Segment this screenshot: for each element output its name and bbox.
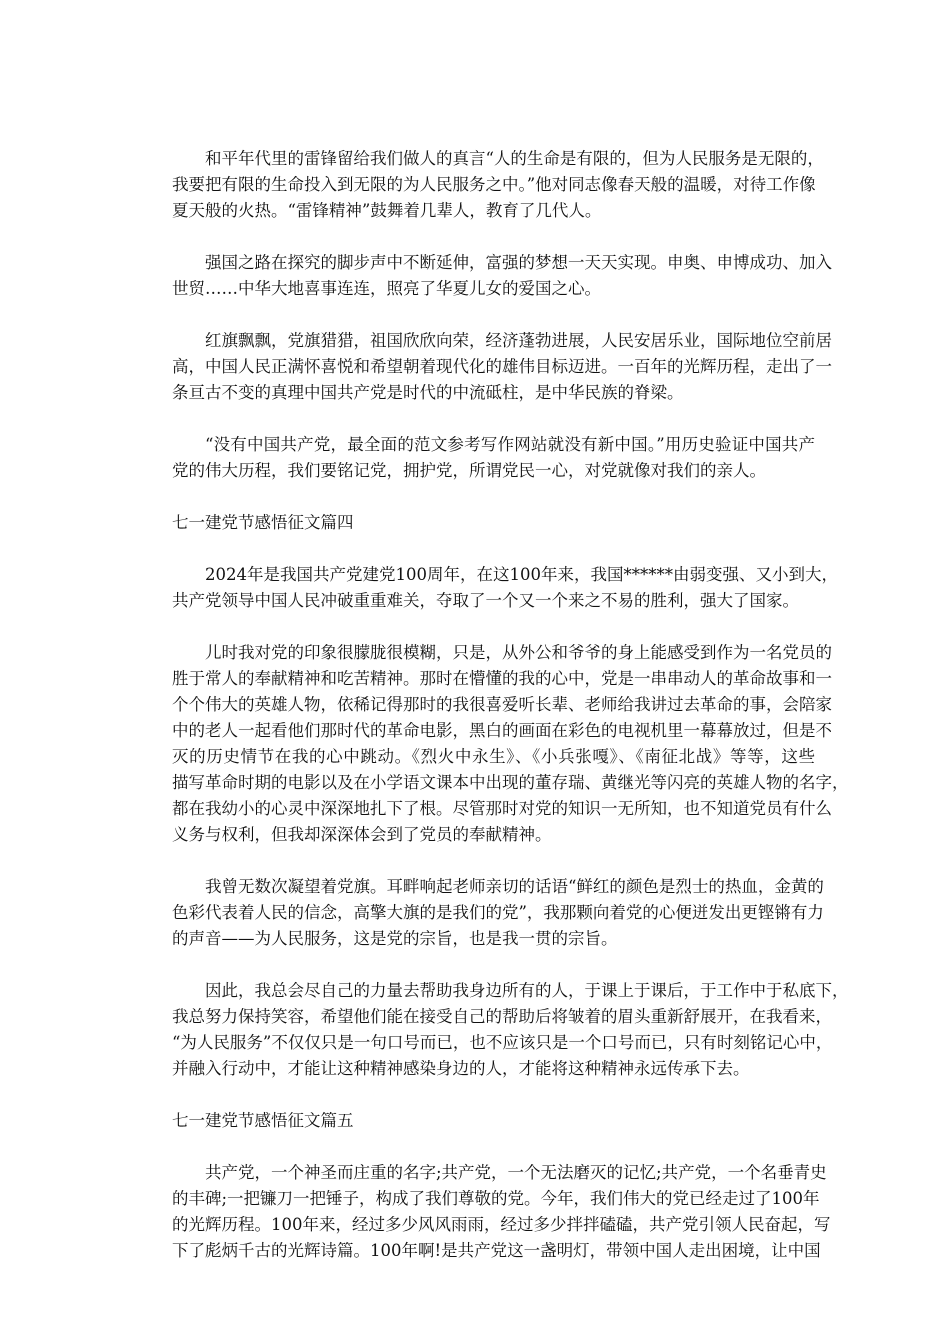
text-line: 我总努力保持笑容，希望他们能在接受自己的帮助后将皱着的眉头重新舒展开，在我看来， [172,1007,832,1026]
paragraph-9 [139,1160,831,1264]
paragraph-6 [139,640,849,848]
text-line: 夏天般的火热。“雷锋精神”鼓舞着几辈人，教育了几代人。 [172,201,602,220]
text-line: 世贸……中华大地喜事连连，照亮了华夏儿女的爱国之心。 [172,279,601,298]
text-line: 都在我幼小的心灵中深深地扎下了根。尽管那时对党的知识一无所知，也不知道党员有什么 [172,799,832,818]
text-line: 描写革命时期的电影以及在小学语文课本中出现的董存瑞、黄继光等闪亮的英雄人物的名字， [172,773,849,792]
paragraph-3 [139,328,832,406]
text-line: 强国之路在探究的脚步声中不断延伸，富强的梦想一天天实现。申奥、申博成功、加入 [205,253,832,272]
text-line: 我要把有限的生命投入到无限的为人民服务之中。”他对同志像春天般的温暖，对待工作像 [172,175,816,194]
paragraph-8 [139,978,849,1082]
text-line: “没有中国共产党，最全面的范文参考写作网站就没有新中国。”用历史验证中国共产 [205,435,815,454]
text-line: 和平年代里的雷锋留给我们做人的真言“人的生命是有限的，但为人民服务是无限的， [205,149,824,168]
text-line: 我曾无数次凝望着党旗。耳畔响起老师亲切的话语“鲜红的颜色是烈士的热血，金黄的 [205,877,824,896]
text-line: 下了彪炳千古的光辉诗篇。100年啊!是共产党这一盏明灯，带领中国人走出困境，让中国 [172,1241,821,1260]
paragraph-1 [139,146,824,224]
text-line: “为人民服务”不仅仅只是一句口号而已，也不应该只是一个口号而已，只有时刻铭记心中， [172,1033,833,1052]
text-line: 高，中国人民正满怀喜悦和希望朝着现代化的雄伟目标迈进。一百年的光辉历程，走出了一 [172,357,832,376]
text-line: 胜于常人的奉献精神和吃苦精神。那时在懵懂的我的心中，党是一串串动人的革命故事和一 [172,669,832,688]
text-line: 因此，我总会尽自己的力量去帮助我身边所有的人，于课上于课后，于工作中于私底下， [205,981,849,1000]
text-line: 条亘古不变的真理中国共产党是时代的中流砥柱，是中华民族的脊梁。 [172,383,684,402]
paragraph-7 [139,874,824,952]
text-line: 共产党领导中国人民冲破重重难关，夺取了一个又一个来之不易的胜利，强大了国家。 [172,591,799,610]
text-line: 个个伟大的英雄人物，依稀记得那时的我很喜爱听长辈、老师给我讲过去革命的事，会陪家 [172,695,832,714]
text-line: 中的老人一起看他们那时代的革命电影，黑白的画面在彩色的电视机里一幕幕放过，但是不 [172,721,832,740]
text-line: 红旗飘飘，党旗猎猎，祖国欣欣向荣，经济蓬勃进展，人民安居乐业，国际地位空前居 [205,331,832,350]
document-page [139,146,849,1290]
text-line: 2024年是我国共产党建党100周年，在这100年来，我国******由弱变强、又小到大， [205,565,838,584]
section-heading: 七一建党节感悟征文篇五 [172,1111,354,1130]
text-line: 的光辉历程。100年来，经过多少风风雨雨，经过多少拌拌磕磕，共产党引领人民奋起，写 [172,1215,831,1234]
paragraph-5 [139,562,838,614]
text-line: 灭的历史情节在我的心中跳动。《烈火中永生》、《小兵张嘎》、《南征北战》等等，这些 [172,747,815,766]
section-heading: 七一建党节感悟征文篇四 [172,513,354,532]
text-line: 色彩代表着人民的信念，高擎大旗的是我们的党”，我那颗向着党的心便迸发出更铿锵有力 [172,903,824,922]
text-line: 义务与权利，但我却深深体会到了党员的奉献精神。 [172,825,552,844]
text-line: 共产党，一个神圣而庄重的名字;共产党，一个无法磨灭的记忆;共产党，一个名垂青史 [205,1163,827,1182]
paragraph-2 [139,250,832,302]
text-line: 党的伟大历程，我们要铭记党，拥护党，所谓党民一心，对党就像对我们的亲人。 [172,461,766,480]
text-line: 的丰碑;一把镰刀一把锤子，构成了我们尊敬的党。今年，我们伟大的党已经走过了100年 [172,1189,820,1208]
paragraph-4 [139,432,815,484]
text-line: 并融入行动中，才能让这种精神感染身边的人，才能将这种精神永远传承下去。 [172,1059,750,1078]
text-line: 的声音——为人民服务，这是党的宗旨，也是我一贯的宗旨。 [172,929,618,948]
text-line: 儿时我对党的印象很朦胧很模糊，只是，从外公和爷爷的身上能感受到作为一名党员的 [205,643,832,662]
